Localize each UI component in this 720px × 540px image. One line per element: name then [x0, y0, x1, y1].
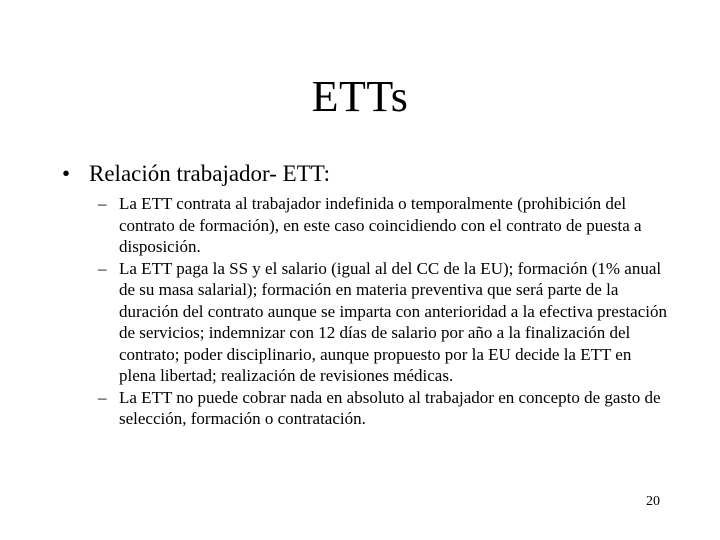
- sub-bullet-item: [98, 387, 672, 430]
- page-number: 20: [646, 494, 660, 509]
- sub-bullet-text: La ETT paga la SS y el salario (igual al del CC de la EU); formación (1% anual de su masa salarial); formación en materia preventiva que será parte de la duración del contrato aunque se imparta con anterioridad a la efectiva prestación de servicios; indemnizar con 12 días de salario por año a la finalización del contrato; poder disciplinario, aunque propuesto por la EU decide la ETT en plena libertad; realización de revisiones médicas.: [119, 258, 668, 385]
- main-bullet-text: Relación trabajador- ETT:: [89, 161, 331, 186]
- dash-marker: –: [98, 387, 107, 407]
- dash-marker: –: [98, 258, 107, 278]
- sub-bullet-text: La ETT contrata al trabajador indefinida o temporalmente (prohibición del contrato de formación), en este caso coincidiendo con el contrato de puesta a disposición.: [119, 194, 642, 256]
- main-bullet: [62, 161, 330, 187]
- slide-title: ETTs: [311, 72, 409, 121]
- sub-bullet-list: [98, 193, 672, 430]
- sub-bullet-text: La ETT no puede cobrar nada en absoluto al trabajador en concepto de gasto de selección, formación o contratación.: [119, 387, 661, 428]
- dash-marker: –: [98, 194, 107, 213]
- sub-bullet-item: [98, 193, 672, 258]
- sub-bullet-item: [98, 258, 672, 387]
- bullet-marker: •: [62, 161, 71, 186]
